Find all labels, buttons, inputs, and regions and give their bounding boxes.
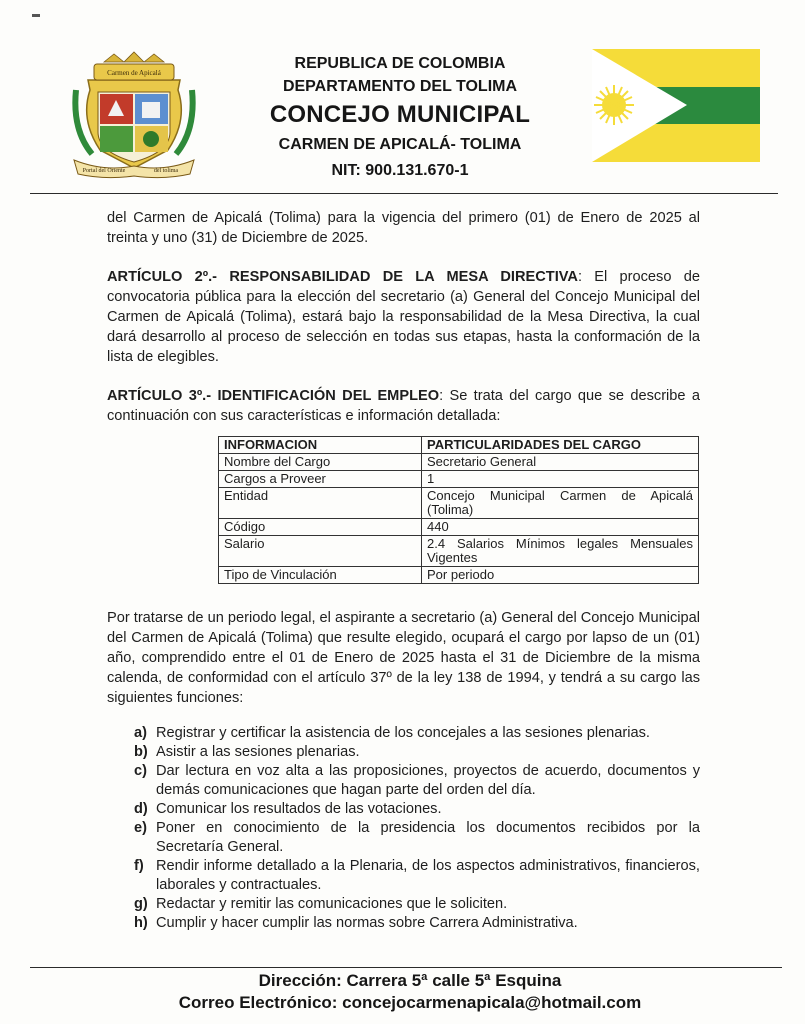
header-line-republic: REPUBLICA DE COLOMBIA: [294, 55, 506, 72]
table-row: [219, 454, 699, 471]
functions-list: [132, 724, 700, 933]
list-item: [132, 762, 700, 800]
list-letter: d): [134, 801, 148, 817]
letterhead: [210, 52, 590, 182]
article-2: [107, 267, 700, 367]
table-cell: 440: [422, 519, 699, 536]
list-text: Cumplir y hacer cumplir las normas sobre Carrera Administrativa.: [156, 915, 578, 931]
table-cell: Código: [219, 519, 422, 536]
list-item: [132, 743, 700, 762]
table-header-cell: INFORMACION: [219, 437, 422, 454]
header-line-department: DEPARTAMENTO DEL TOLIMA: [282, 78, 518, 95]
list-letter: f): [134, 858, 144, 874]
footer-email: Correo Electrónico: concejocarmenapicala@hotmail.com: [178, 993, 642, 1012]
list-item: [132, 819, 700, 857]
table-row: [219, 519, 699, 536]
header-line-nit: NIT: 900.131.670-1: [331, 162, 469, 179]
list-letter: b): [134, 744, 148, 760]
article-2-title: ARTÍCULO 2º.- RESPONSABILIDAD DE LA MESA DIRECTIVA: [107, 269, 578, 285]
footer: [100, 970, 720, 1014]
list-letter: e): [134, 820, 147, 836]
article-2-text: : El proceso de convocatoria pública para la elección del secretario (a) General del Concejo Municipal del Carmen de Apicalá (Tolima), estará bajo la responsabilidad de la Mesa Directiva, la cual dará desarrollo al proceso de selección en todas sus etapas, hasta la conformación de la lista de elegibles.: [107, 269, 700, 365]
list-text: Registrar y certificar la asistencia de los concejales a las sesiones plenarias.: [156, 725, 650, 741]
table-row: [219, 488, 699, 519]
list-text: Asistir a las sesiones plenarias.: [156, 744, 360, 760]
list-text: Poner en conocimiento de la presidencia los documentos recibidos por la Secretaría General.: [156, 820, 700, 855]
municipal-flag-icon: [592, 49, 760, 162]
intro-paragraph: del Carmen de Apicalá (Tolima) para la vigencia del primero (01) de Enero de 2025 al treinta y uno (31) de Diciembre de 2025.: [107, 210, 700, 246]
crest-banner-text: Carmen de Apicalá: [107, 69, 161, 77]
table-cell: Salario: [219, 536, 422, 567]
list-text: Rendir informe detallado a la Plenaria, de los aspectos administrativos, financieros, laborales y contractuales.: [156, 858, 700, 893]
header-line-municipality: CARMEN DE APICALÁ- TOLIMA: [278, 136, 522, 153]
table-cell: 1: [422, 471, 699, 488]
table-cell: Entidad: [219, 488, 422, 519]
table-cell: 2.4 Salarios Mínimos legales Mensuales Vigentes: [422, 536, 699, 567]
article-3-text: : Se trata del cargo que se describe a continuación con sus características e información detallada:: [107, 388, 700, 424]
document-body: [107, 208, 700, 426]
table-cell: Nombre del Cargo: [219, 454, 422, 471]
list-text: Dar lectura en voz alta a las proposiciones, proyectos de acuerdo, documentos y demás comunicaciones que hagan parte del orden del día.: [156, 763, 700, 798]
table-row: [219, 471, 699, 488]
list-letter: g): [134, 896, 148, 912]
job-info-table: [218, 436, 699, 584]
list-item: [132, 800, 700, 819]
coat-of-arms-icon: [70, 50, 198, 180]
footer-divider: [30, 967, 782, 968]
list-letter: h): [134, 915, 148, 931]
list-text: Redactar y remitir las comunicaciones que le soliciten.: [156, 896, 508, 912]
list-letter: c): [134, 763, 147, 779]
article-3: [107, 386, 700, 426]
list-text: Comunicar los resultados de las votaciones.: [156, 801, 442, 817]
crest-ribbon-right: del tolima: [153, 168, 179, 174]
article-3-title: ARTÍCULO 3º.- IDENTIFICACIÓN DEL EMPLEO: [107, 388, 440, 404]
table-header-row: [219, 437, 699, 454]
list-item: [132, 895, 700, 914]
table-row: [219, 567, 699, 584]
table-cell: Cargos a Proveer: [219, 471, 422, 488]
corner-mark: [32, 14, 40, 18]
crest-ribbon-left: Portal del Oriente: [82, 168, 126, 174]
table-row: [219, 536, 699, 567]
term-paragraph-container: [107, 608, 700, 708]
list-item: [132, 724, 700, 743]
table-header-cell: PARTICULARIDADES DEL CARGO: [422, 437, 699, 454]
term-paragraph: Por tratarse de un periodo legal, el aspirante a secretario (a) General del Concejo Municipal del Carmen de Apicalá (Tolima) que resulte elegido, ocupará el cargo por lapso de un (01) año, comprendido entre el 01 de Enero de 2025 hasta el 31 de Diciembre de la misma calenda, de conformidad con el artículo 37º de la ley 138 de 1994, y tendrá a su cargo las siguientes funciones:: [107, 610, 700, 706]
table-cell: Por periodo: [422, 567, 699, 584]
table-cell: Concejo Municipal Carmen de Apicalá (Tolima): [422, 488, 699, 519]
table-cell: Secretario General: [422, 454, 699, 471]
list-item: [132, 914, 700, 933]
table-cell: Tipo de Vinculación: [219, 567, 422, 584]
header-line-council: CONCEJO MUNICIPAL: [269, 101, 531, 128]
list-item: [132, 857, 700, 895]
footer-address: Dirección: Carrera 5ª calle 5ª Esquina: [258, 971, 562, 990]
header-divider: [30, 193, 778, 194]
list-letter: a): [134, 725, 147, 741]
